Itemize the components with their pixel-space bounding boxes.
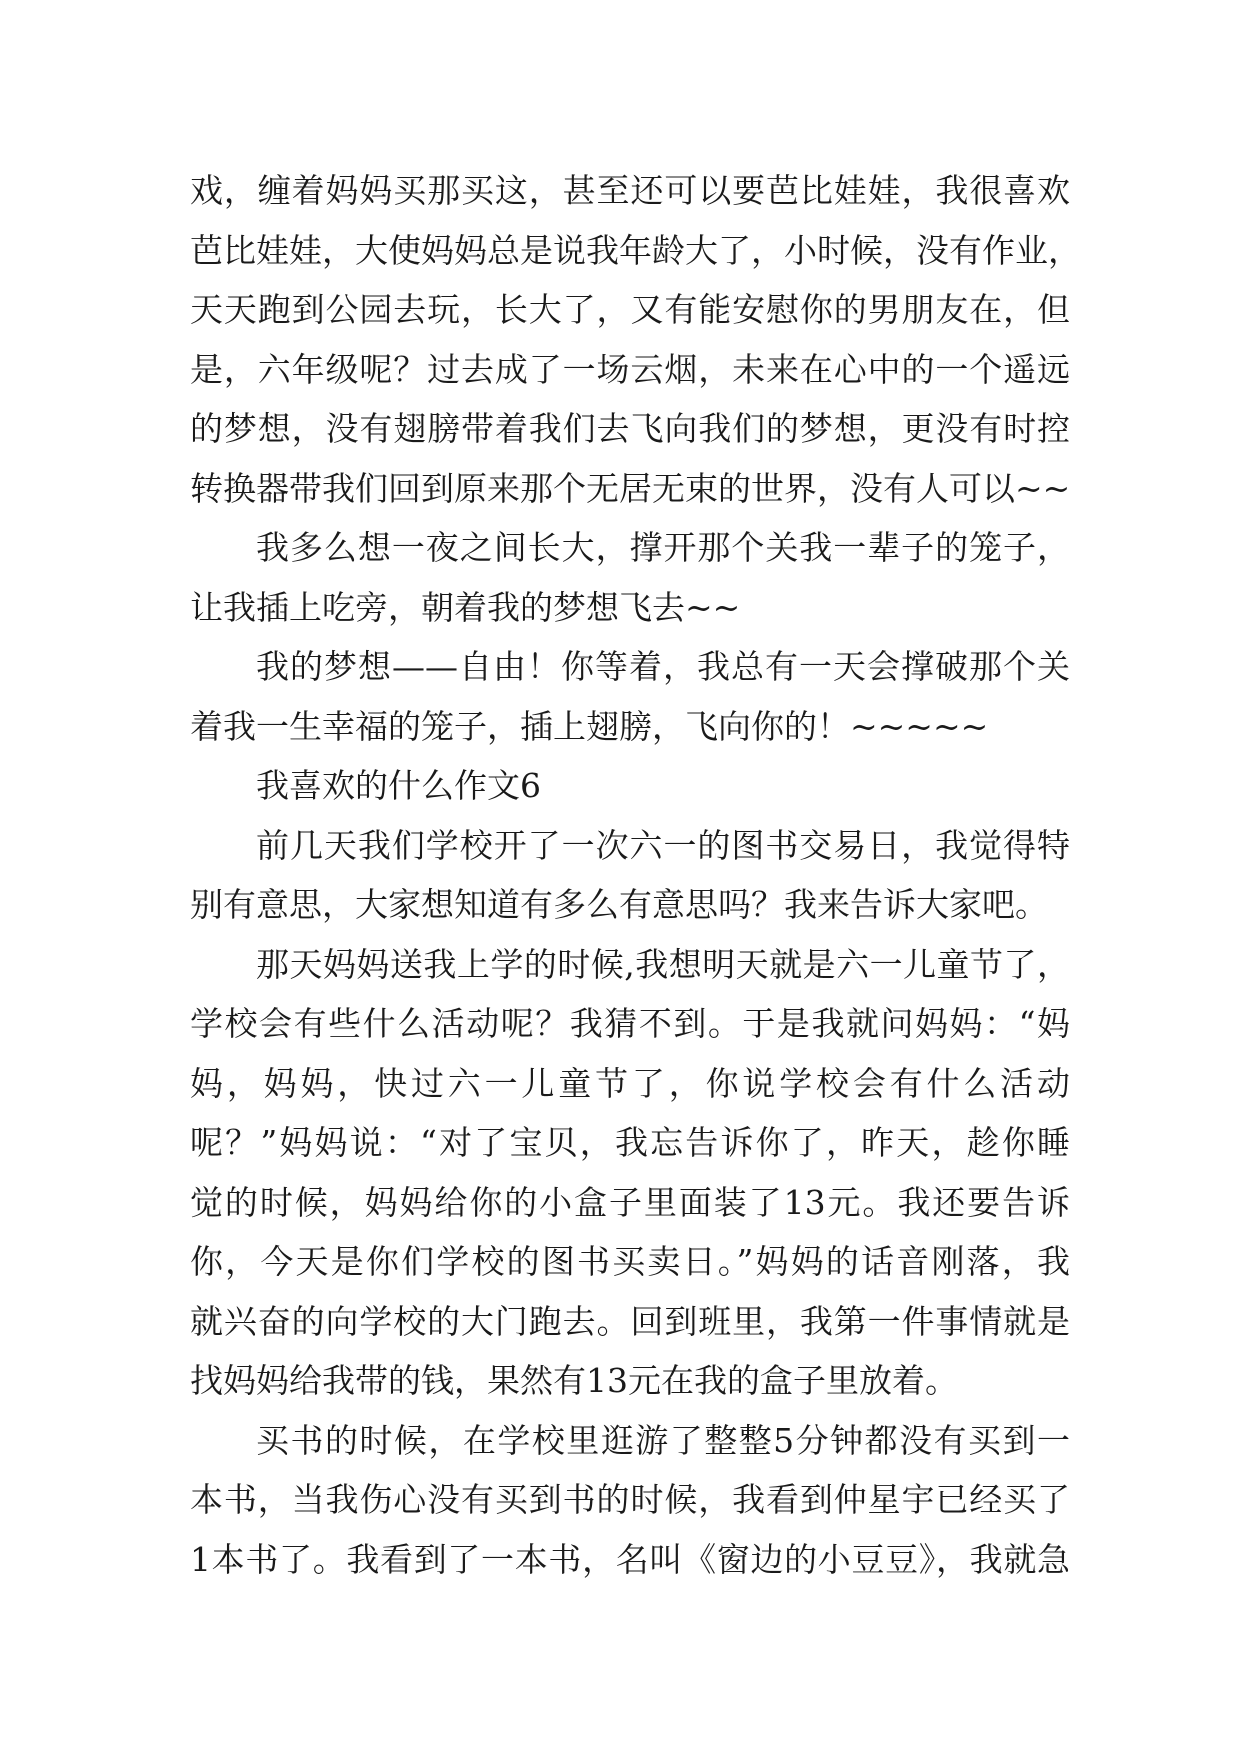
text-line: 的梦想，没有翅膀带着我们去飞向我们的梦想，更没有时控	[190, 409, 1070, 448]
paragraph-first-line: 我的梦想——自由！你等着，我总有一天会撑破那个关	[256, 647, 1070, 686]
text-line: 是，六年级呢？过去成了一场云烟，未来在心中的一个遥远	[190, 349, 1070, 389]
text-line: 戏，缠着妈妈买那买这，甚至还可以要芭比娃娃，我很喜欢	[190, 171, 1070, 210]
text-line: 1本书了。我看到了一本书，名叫《窗边的小豆豆》，我就急	[190, 1539, 1070, 1579]
text-line: 学校会有些什么活动呢？我猜不到。于是我就问妈妈：“妈	[190, 1004, 1070, 1043]
text-line: 着我一生幸福的笼子，插上翅膀，飞向你的！~~~~~	[190, 706, 989, 746]
paragraph-first-line: 前几天我们学校开了一次六一的图书交易日，我觉得特	[256, 825, 1070, 865]
text-line: 别有意思，大家想知道有多么有意思吗？我来告诉大家吧。	[190, 885, 1048, 924]
text-line: 芭比娃娃，大使妈妈总是说我年龄大了，小时候，没有作业，	[190, 230, 1081, 270]
paragraph-first-line: 我多么想一夜之间长大，撑开那个关我一辈子的笼子，	[256, 528, 1070, 567]
essay-heading: 我喜欢的什么作文6	[256, 766, 541, 805]
text-line: 你，今天是你们学校的图书买卖日。”妈妈的话音刚落，我	[190, 1242, 1070, 1281]
text-line: 觉的时候，妈妈给你的小盒子里面装了13元。我还要告诉	[190, 1182, 1070, 1222]
paragraph-first-line: 那天妈妈送我上学的时候,我想明天就是六一儿童节了，	[256, 944, 1070, 984]
text-line: 妈，妈妈，快过六一儿童节了，你说学校会有什么活动	[190, 1063, 1070, 1103]
text-line: 本书，当我伤心没有买到书的时候，我看到仲星宇已经买了	[190, 1480, 1070, 1519]
text-line: 让我插上吃旁，朝着我的梦想飞去~~	[190, 587, 741, 627]
text-line: 找妈妈给我带的钱，果然有13元在我的盒子里放着。	[190, 1361, 958, 1400]
text-line: 就兴奋的向学校的大门跑去。回到班里，我第一件事情就是	[190, 1301, 1070, 1341]
text-line: 天天跑到公园去玩，长大了，又有能安慰你的男朋友在，但	[190, 290, 1070, 329]
paragraph-first-line: 买书的时候，在学校里逛游了整整5分钟都没有买到一	[256, 1420, 1070, 1460]
essay-text	[190, 161, 1081, 1589]
text-line: 呢？”妈妈说：“对了宝贝，我忘告诉你了，昨天，趁你睡	[190, 1123, 1070, 1162]
text-line: 转换器带我们回到原来那个无居无束的世界，没有人可以~~	[190, 468, 1071, 508]
